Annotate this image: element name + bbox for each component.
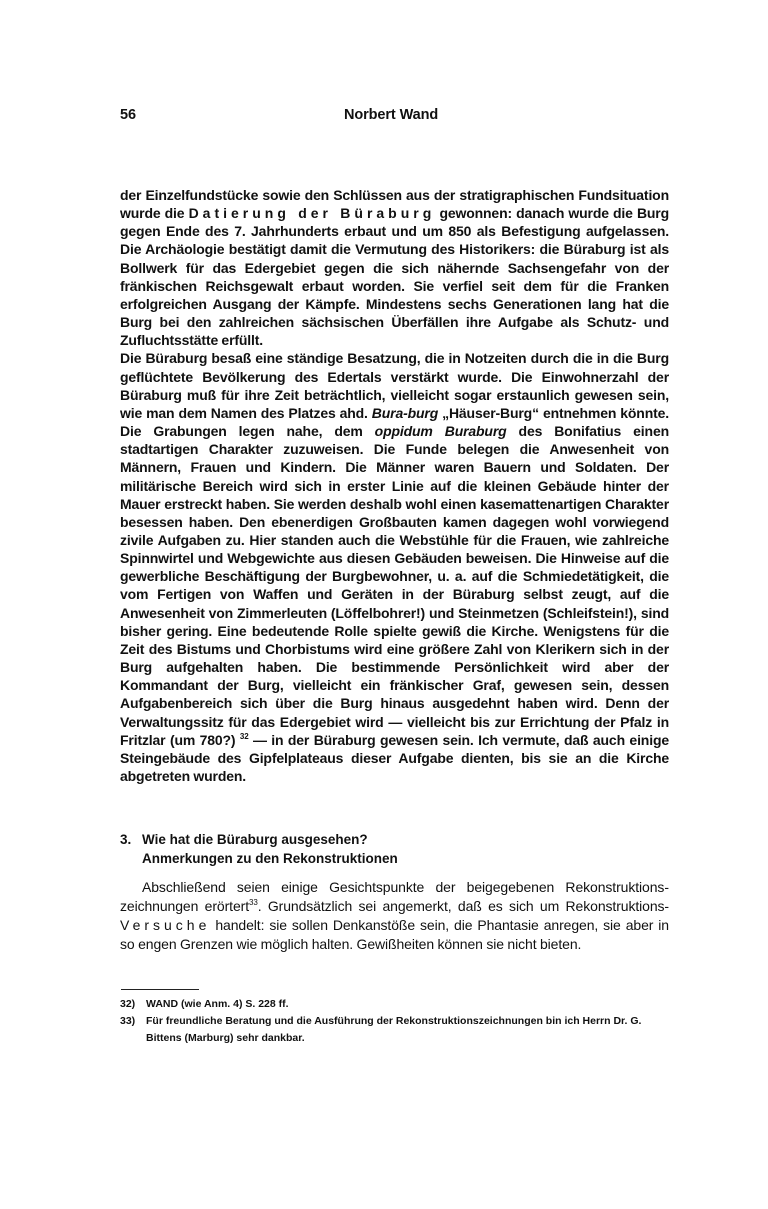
footnote-ref-32: 32: [239, 731, 249, 741]
italic-bura-burg: Bura-burg: [371, 404, 439, 421]
section-title: Wie hat die Büraburg ausgesehen?: [142, 832, 368, 847]
paragraph-2-text-b: „Häuser-Burg“ entnehmen könnte. Die Grabungen legen nahe, dem: [120, 404, 669, 440]
paragraph-2-text-d: — in der Büraburg gewesen sein. Ich vermute, daß auch einige Steingebäude des Gipfelplateaus dieser Aufgabe dienten, bis sie an die Kirche abgetreten wurden.: [120, 731, 669, 784]
italic-oppidum-buraburg: oppidum Buraburg: [374, 423, 507, 440]
paragraph-2-text-a: Die Büraburg besaß eine ständige Besatzung, die in Notzeiten durch die in die Burg geflüchtete Bevölkerung des Edertals verstärkt wurde. Die Einwohnerzahl der Büraburg muß für ihre Zeit beträchtlich, vielleicht sogar erstaunlich gewesen sein, wie man dem Namen des Platzes ahd.: [120, 350, 669, 421]
footnote-32: [120, 996, 669, 1013]
paragraph-3: [120, 878, 669, 954]
footnote-33: [120, 1013, 669, 1047]
paragraph-3-text-a: Abschließend seien einige Gesichtspunkte der beigegebenen Rekonstruktionszeichnungen erörtert: [120, 879, 669, 914]
footnotes: [120, 996, 669, 1047]
paragraph-1-text-b: gewonnen: danach wurde die Burg gegen Ende des 7. Jahrhunderts erbaut und um 850 als Befestigung aufgelassen. Die Archäologie bestätigt damit die Vermutung des Historikers: die Büraburg ist als Bollwerk für das Edergebiet gegen die sich nähernde Sachsengefahr von der fränkischen Reichsgewalt erbaut worden. Sie verfiel seit dem für die Franken erfolgreichen Ausgang der Kämpfe. Mindestens sechs Generationen lang hat die Burg bei den zahlreichen sächsischen Überfällen ihre Aufgabe als Schutz- und Zufluchtsstätte erfüllt.: [120, 205, 670, 349]
footnote-text: WAND (wie Anm. 4) S. 228 ff.: [146, 998, 289, 1010]
footnote-mark: 32): [120, 998, 136, 1010]
footnote-divider: [121, 989, 199, 990]
footnote-text: Für freundliche Beratung und die Ausführung der Rekonstruktionszeichnungen bin ich Herrn Dr. G. Bittens (Marburg) sehr dankbar.: [146, 1015, 642, 1044]
page-number: 56: [120, 107, 136, 123]
section-subtitle: Anmerkungen zu den Rekonstruktionen: [142, 851, 398, 866]
footnote-mark: 33): [120, 1015, 136, 1027]
footnote-ref-33: 33: [249, 898, 258, 907]
paragraph-1: [120, 186, 669, 349]
main-text: [120, 186, 669, 785]
paragraph-2: [120, 349, 669, 785]
spaced-emphasis-datierung: Datierung der Büraburg: [188, 205, 436, 222]
paragraph-3-text-b: . Grundsätzlich sei angemerkt, daß es sich um Rekonstruktions-: [257, 898, 669, 914]
paragraph-2-text-c: des Bonifatius einen stadtartigen Charakter zuzuweisen. Die Funde belegen die Anwesenheit von Männern, Frauen und Kindern. Die Männer waren Bauern und Soldaten. Der militärische Bereich wird sich in erster Linie auf die kleinen Gebäude hinter der Mauer erstreckt haben. Sie werden deshalb wohl einen kasemattenartigen Charakter besessen haben. Den ebenerdigen Großbauten kamen dagegen wohl vorwiegend zivile Aufgaben zu. Hier standen auch die Webstühle für die Frauen, wie zahlreiche Spinnwirtel und Webgewichte aus diesen Gebäuden beweisen. Die Hinweise auf die gewerbliche Beschäftigung der Burgbewohner, u. a. auf die Schmiedetätigkeit, die vom Fertigen von Waffen und Geräten in der Büraburg selbst zeugt, auf die Anwesenheit von Zimmerleuten (Löffelbohrer!) und Steinmetzen (Schleifstein!), sind bisher gering. Eine bedeutende Rolle spielte gewiß die Kirche. Wenigstens für die Zeit des Bistums und Chorbistums wird eine größere Zahl von Klerikern sich in der Burg aufgehalten haben. Die bestimmende Persönlichkeit wird aber der Kommandant der Burg, vielleicht ein fränkischer Graf, gewesen sein, dessen Aufgabenbereich sich über die Burg hinaus ausgedehnt haben wird. Denn der Verwaltungssitz für das Edergebiet wird — vielleicht bis zur Errichtung der Pfalz in Fritzlar (um 780?): [120, 423, 669, 748]
paragraph-1-text-a: der Einzelfundstücke sowie den Schlüssen aus der stratigraphischen Fundsituation wurde die: [120, 187, 669, 222]
running-head-author: Norbert Wand: [344, 107, 439, 123]
spaced-emphasis-versuche: Versuche: [120, 917, 211, 933]
section-number: 3.: [120, 832, 132, 847]
paragraph-3-text-c: handelt: sie sollen Denkanstöße sein, die Phantasie anregen, sie aber in so engen Grenzen wie möglich halten. Gewißheiten können sie nicht bieten.: [120, 917, 669, 952]
section-heading: [120, 830, 660, 868]
